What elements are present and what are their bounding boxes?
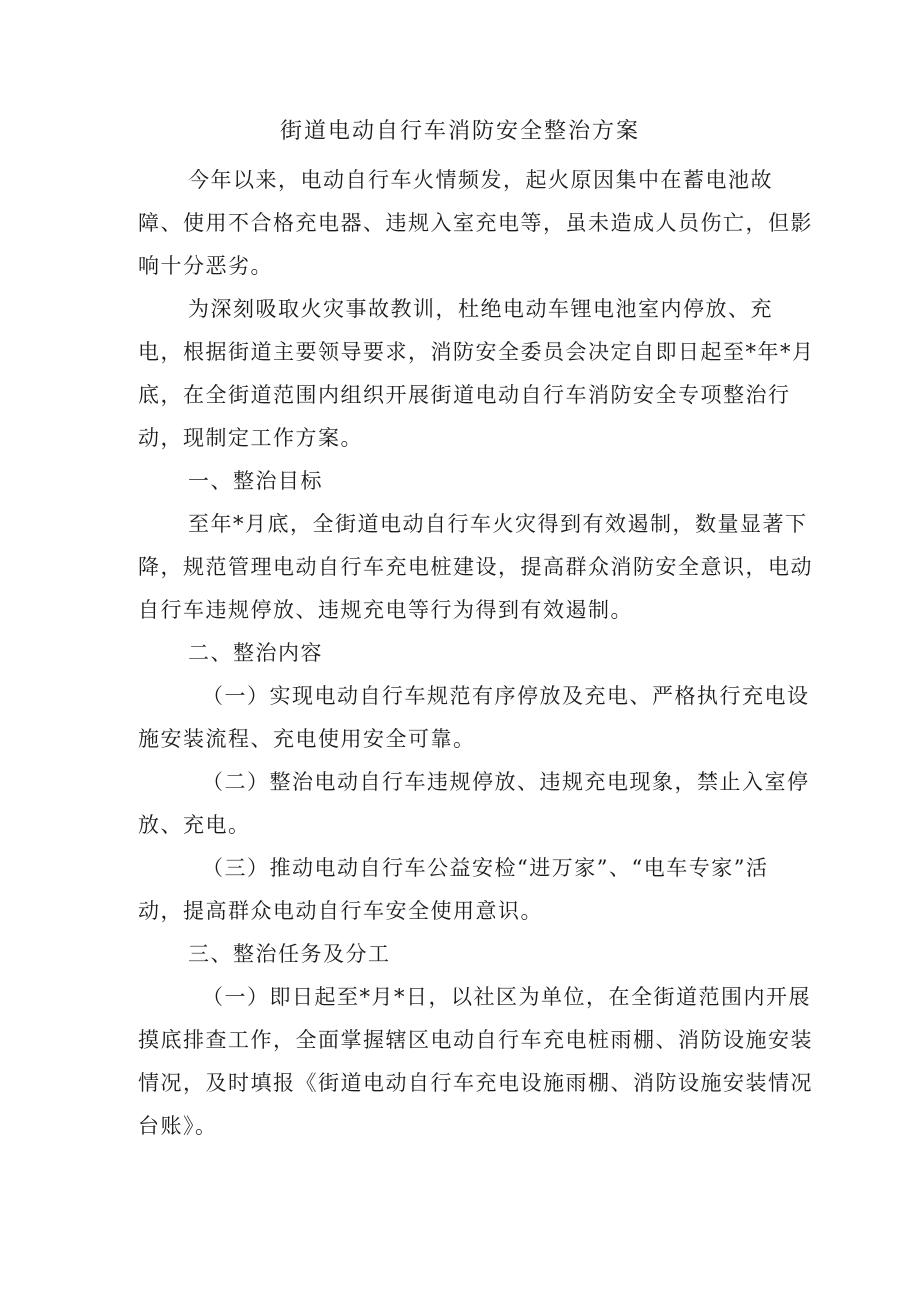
paragraph-line: 动，提高群众电动自行车安全使用意识。 [138,899,543,923]
paragraph-line: （三）推动电动自行车公益安检“进万家”、“电车专家”活 [202,856,769,880]
paragraph-line: 障、使用不合格充电器、违规入室充电等，虽未造成人员伤亡，但影 [138,211,813,235]
section-heading: 一、整治目标 [188,469,323,493]
paragraph-line: 情况，及时填报《街道电动自行车充电设施雨棚、消防设施安装情况 [138,1071,813,1095]
paragraph-line: 响十分恶劣。 [138,254,273,278]
paragraph-line: （二）整治电动自行车违规停放、违规充电现象，禁止入室停 [202,770,810,794]
paragraph-line: （一）即日起至*月*日，以社区为单位，在全街道范围内开展 [202,985,811,1009]
paragraph-line: 底，在全街道范围内组织开展街道电动自行车消防安全专项整治行 [138,383,791,407]
document-title: 街道电动自行车消防安全整治方案 [279,119,640,144]
paragraph-line: 放、充电。 [138,813,251,837]
paragraph-line: 为深刻吸取火灾事故教训，杜绝电动车锂电池室内停放、充 [188,297,773,321]
paragraph-line: 今年以来，电动自行车火情频发，起火原因集中在蓄电池故 [188,168,773,192]
paragraph-line: 摸底排查工作，全面掌握辖区电动自行车充电桩雨棚、消防设施安装 [138,1028,813,1052]
paragraph-line: 自行车违规停放、违规充电等行为得到有效遏制。 [138,598,633,622]
paragraph-line: 施安装流程、充电使用安全可靠。 [138,727,476,751]
paragraph-line: （一）实现电动自行车规范有序停放及充电、严格执行充电设 [202,684,810,708]
paragraph-line: 至年*月底，全街道电动自行车火灾得到有效遏制，数量显著下 [188,512,808,536]
paragraph-line: 降，规范管理电动自行车充电桩建设，提高群众消防安全意识，电动 [138,555,813,579]
paragraph-line: 台账》。 [138,1114,218,1138]
paragraph-line: 电，根据街道主要领导要求，消防安全委员会决定自即日起至*年*月 [138,340,815,364]
section-heading: 三、整治任务及分工 [188,942,391,966]
paragraph-line: 动，现制定工作方案。 [138,426,363,450]
section-heading: 二、整治内容 [188,641,323,665]
